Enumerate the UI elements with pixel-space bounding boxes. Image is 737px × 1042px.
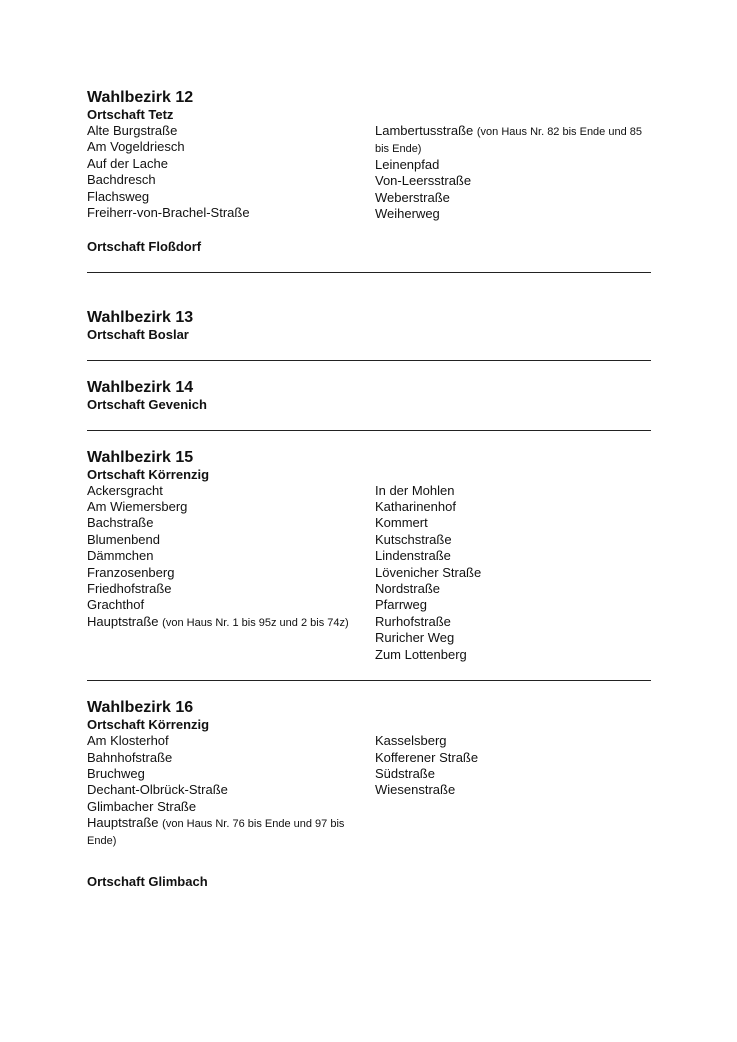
district-title: Wahlbezirk 13 <box>87 308 194 326</box>
street: Auf der Lache <box>87 155 168 171</box>
street-with-range <box>375 123 651 157</box>
street: Bruchweg <box>87 765 145 781</box>
street: Glimbacher Straße <box>87 798 197 814</box>
section-divider <box>87 272 651 273</box>
street-column-left <box>87 483 375 663</box>
street-name: Lambertusstraße <box>375 123 474 138</box>
street: Leinenpfad <box>375 157 440 172</box>
street: Kofferener Straße <box>375 749 479 765</box>
street: Lövenicher Straße <box>375 564 482 580</box>
street: Weberstraße <box>375 189 450 205</box>
district-title: Wahlbezirk 14 <box>87 378 194 396</box>
street-column-right <box>375 733 651 849</box>
street: Grachthof <box>87 597 145 613</box>
street: Weiherweg <box>375 206 440 222</box>
place-name: Ortschaft Tetz <box>87 107 174 122</box>
street: Katharinenhof <box>375 499 456 515</box>
place-name: Ortschaft Boslar <box>87 326 189 342</box>
place-name: Ortschaft Körrenzig <box>87 717 210 733</box>
street-with-range <box>87 815 375 849</box>
house-number-range: (von Haus Nr. 76 bis Ende und 97 bis Ende) <box>87 818 345 848</box>
street: Kasselsberg <box>375 733 447 749</box>
street-column-right <box>375 483 651 663</box>
street: Lindenstraße <box>375 548 451 564</box>
street: Dechant-Olbrück-Straße <box>87 782 228 798</box>
street-columns <box>87 733 651 849</box>
street: Kutschstraße <box>375 531 452 547</box>
district-12 <box>87 88 651 255</box>
street: Bachstraße <box>87 515 154 531</box>
street-columns <box>87 123 651 223</box>
house-number-range: (von Haus Nr. 1 bis 95z und 2 bis 74z) <box>162 616 349 629</box>
street: Rurhofstraße <box>375 613 451 629</box>
street: Kommert <box>375 515 428 531</box>
street: Franzosenberg <box>87 564 175 580</box>
street: Pfarrweg <box>375 597 428 613</box>
street: Friedhofstraße <box>87 581 172 597</box>
district-15 <box>87 448 651 663</box>
street: Ackersgracht <box>87 482 163 498</box>
street: Südstraße <box>375 765 435 781</box>
house-number-range: (von Haus Nr. 82 bis Ende und 85 bis Ende) <box>375 126 642 155</box>
place-name: Ortschaft Floßdorf <box>87 238 202 254</box>
place-name: Ortschaft Gevenich <box>87 396 207 412</box>
street: In der Mohlen <box>375 482 455 498</box>
place-name: Ortschaft Körrenzig <box>87 466 210 482</box>
district-title: Wahlbezirk 15 <box>87 448 194 466</box>
street: Am Vogeldriesch <box>87 139 185 155</box>
document-page <box>87 88 651 890</box>
street-with-range <box>87 614 375 631</box>
street-columns <box>87 483 651 663</box>
street: Freiherr-von-Brachel-Straße <box>87 205 250 221</box>
street: Dämmchen <box>87 548 154 564</box>
street: Wiesenstraße <box>375 782 456 798</box>
street: Zum Lottenberg <box>375 646 467 662</box>
section-divider <box>87 680 651 681</box>
district-13 <box>87 308 651 343</box>
street-column-left <box>87 123 375 223</box>
section-divider <box>87 360 651 361</box>
district-title: Wahlbezirk 16 <box>87 699 194 717</box>
street: Bahnhofstraße <box>87 749 173 765</box>
street: Am Wiemersberg <box>87 499 188 515</box>
street-name: Hauptstraße <box>87 815 159 831</box>
street: Am Klosterhof <box>87 733 169 749</box>
street-name: Hauptstraße <box>87 613 159 629</box>
section-divider <box>87 430 651 431</box>
street-column-left <box>87 733 375 849</box>
street-column-right <box>375 123 651 223</box>
district-14 <box>87 378 651 413</box>
street: Bachdresch <box>87 172 156 188</box>
district-16 <box>87 698 651 890</box>
street: Von-Leersstraße <box>375 173 472 189</box>
street: Ruricher Weg <box>375 630 455 646</box>
street: Blumenbend <box>87 531 160 547</box>
district-title: Wahlbezirk 12 <box>87 89 194 106</box>
street: Flachsweg <box>87 188 150 204</box>
place-name: Ortschaft Glimbach <box>87 874 208 890</box>
street: Alte Burgstraße <box>87 123 178 138</box>
street: Nordstraße <box>375 581 441 597</box>
